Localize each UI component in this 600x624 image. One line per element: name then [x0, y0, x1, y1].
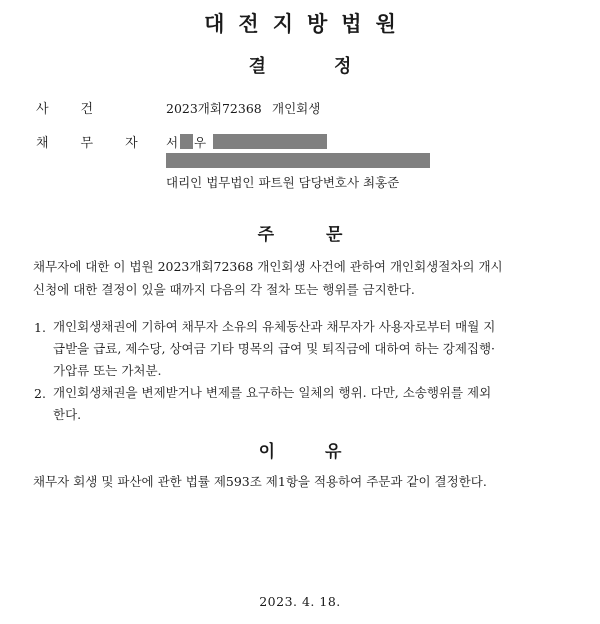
reason-title: 이유 — [258, 442, 392, 462]
case-number: 2023개회72368 — [166, 101, 262, 116]
redaction-bar — [166, 153, 430, 168]
agent-line: 대리인 법무법인 파트원 담당변호사 최홍준 — [166, 175, 400, 190]
decision-date: 2023. 4. 18. — [259, 594, 341, 609]
debtor-name-first: 서 — [166, 135, 179, 150]
redaction-bar — [180, 134, 193, 149]
item-number: 1. — [34, 320, 46, 335]
item-1-line3: 가압류 또는 가처분. — [53, 363, 162, 378]
item-1-line2: 급받을 급료, 제수당, 상여금 기타 명목의 급여 및 퇴직금에 대하여 하는 강제집행· — [53, 341, 496, 356]
court-name: 대전지방법원 — [204, 12, 410, 36]
order-intro-line2: 신청에 대한 결정이 있을 때까지 다음의 각 절차 또는 행위를 금지한다. — [33, 282, 415, 297]
case-label: 사건 — [36, 102, 126, 117]
item-number: 2. — [34, 386, 46, 401]
redaction-bar — [213, 134, 327, 149]
case-kind: 개인회생 — [272, 101, 321, 116]
item-2-line2: 한다. — [53, 407, 82, 422]
document-title: 결정 — [248, 56, 420, 77]
debtor-label: 채무자 — [36, 136, 170, 151]
debtor-name-last: 우 — [194, 135, 207, 150]
reason-text: 채무자 회생 및 파산에 관한 법률 제593조 제1항을 적용하여 주문과 같이 결정한다. — [33, 474, 487, 489]
item-2-line1: 개인회생채권을 변제받거나 변제를 요구하는 일체의 행위. 다만, 소송행위를 제외 — [53, 385, 492, 400]
item-1-line1: 개인회생채권에 기하여 채무자 소유의 유체동산과 채무자가 사용자로부터 매월 지 — [53, 319, 496, 334]
order-intro-line1: 채무자에 대한 이 법원 2023개회72368 개인회생 사건에 관하여 개인회생절차의 개시 — [33, 259, 503, 274]
order-title: 주문 — [257, 225, 395, 245]
